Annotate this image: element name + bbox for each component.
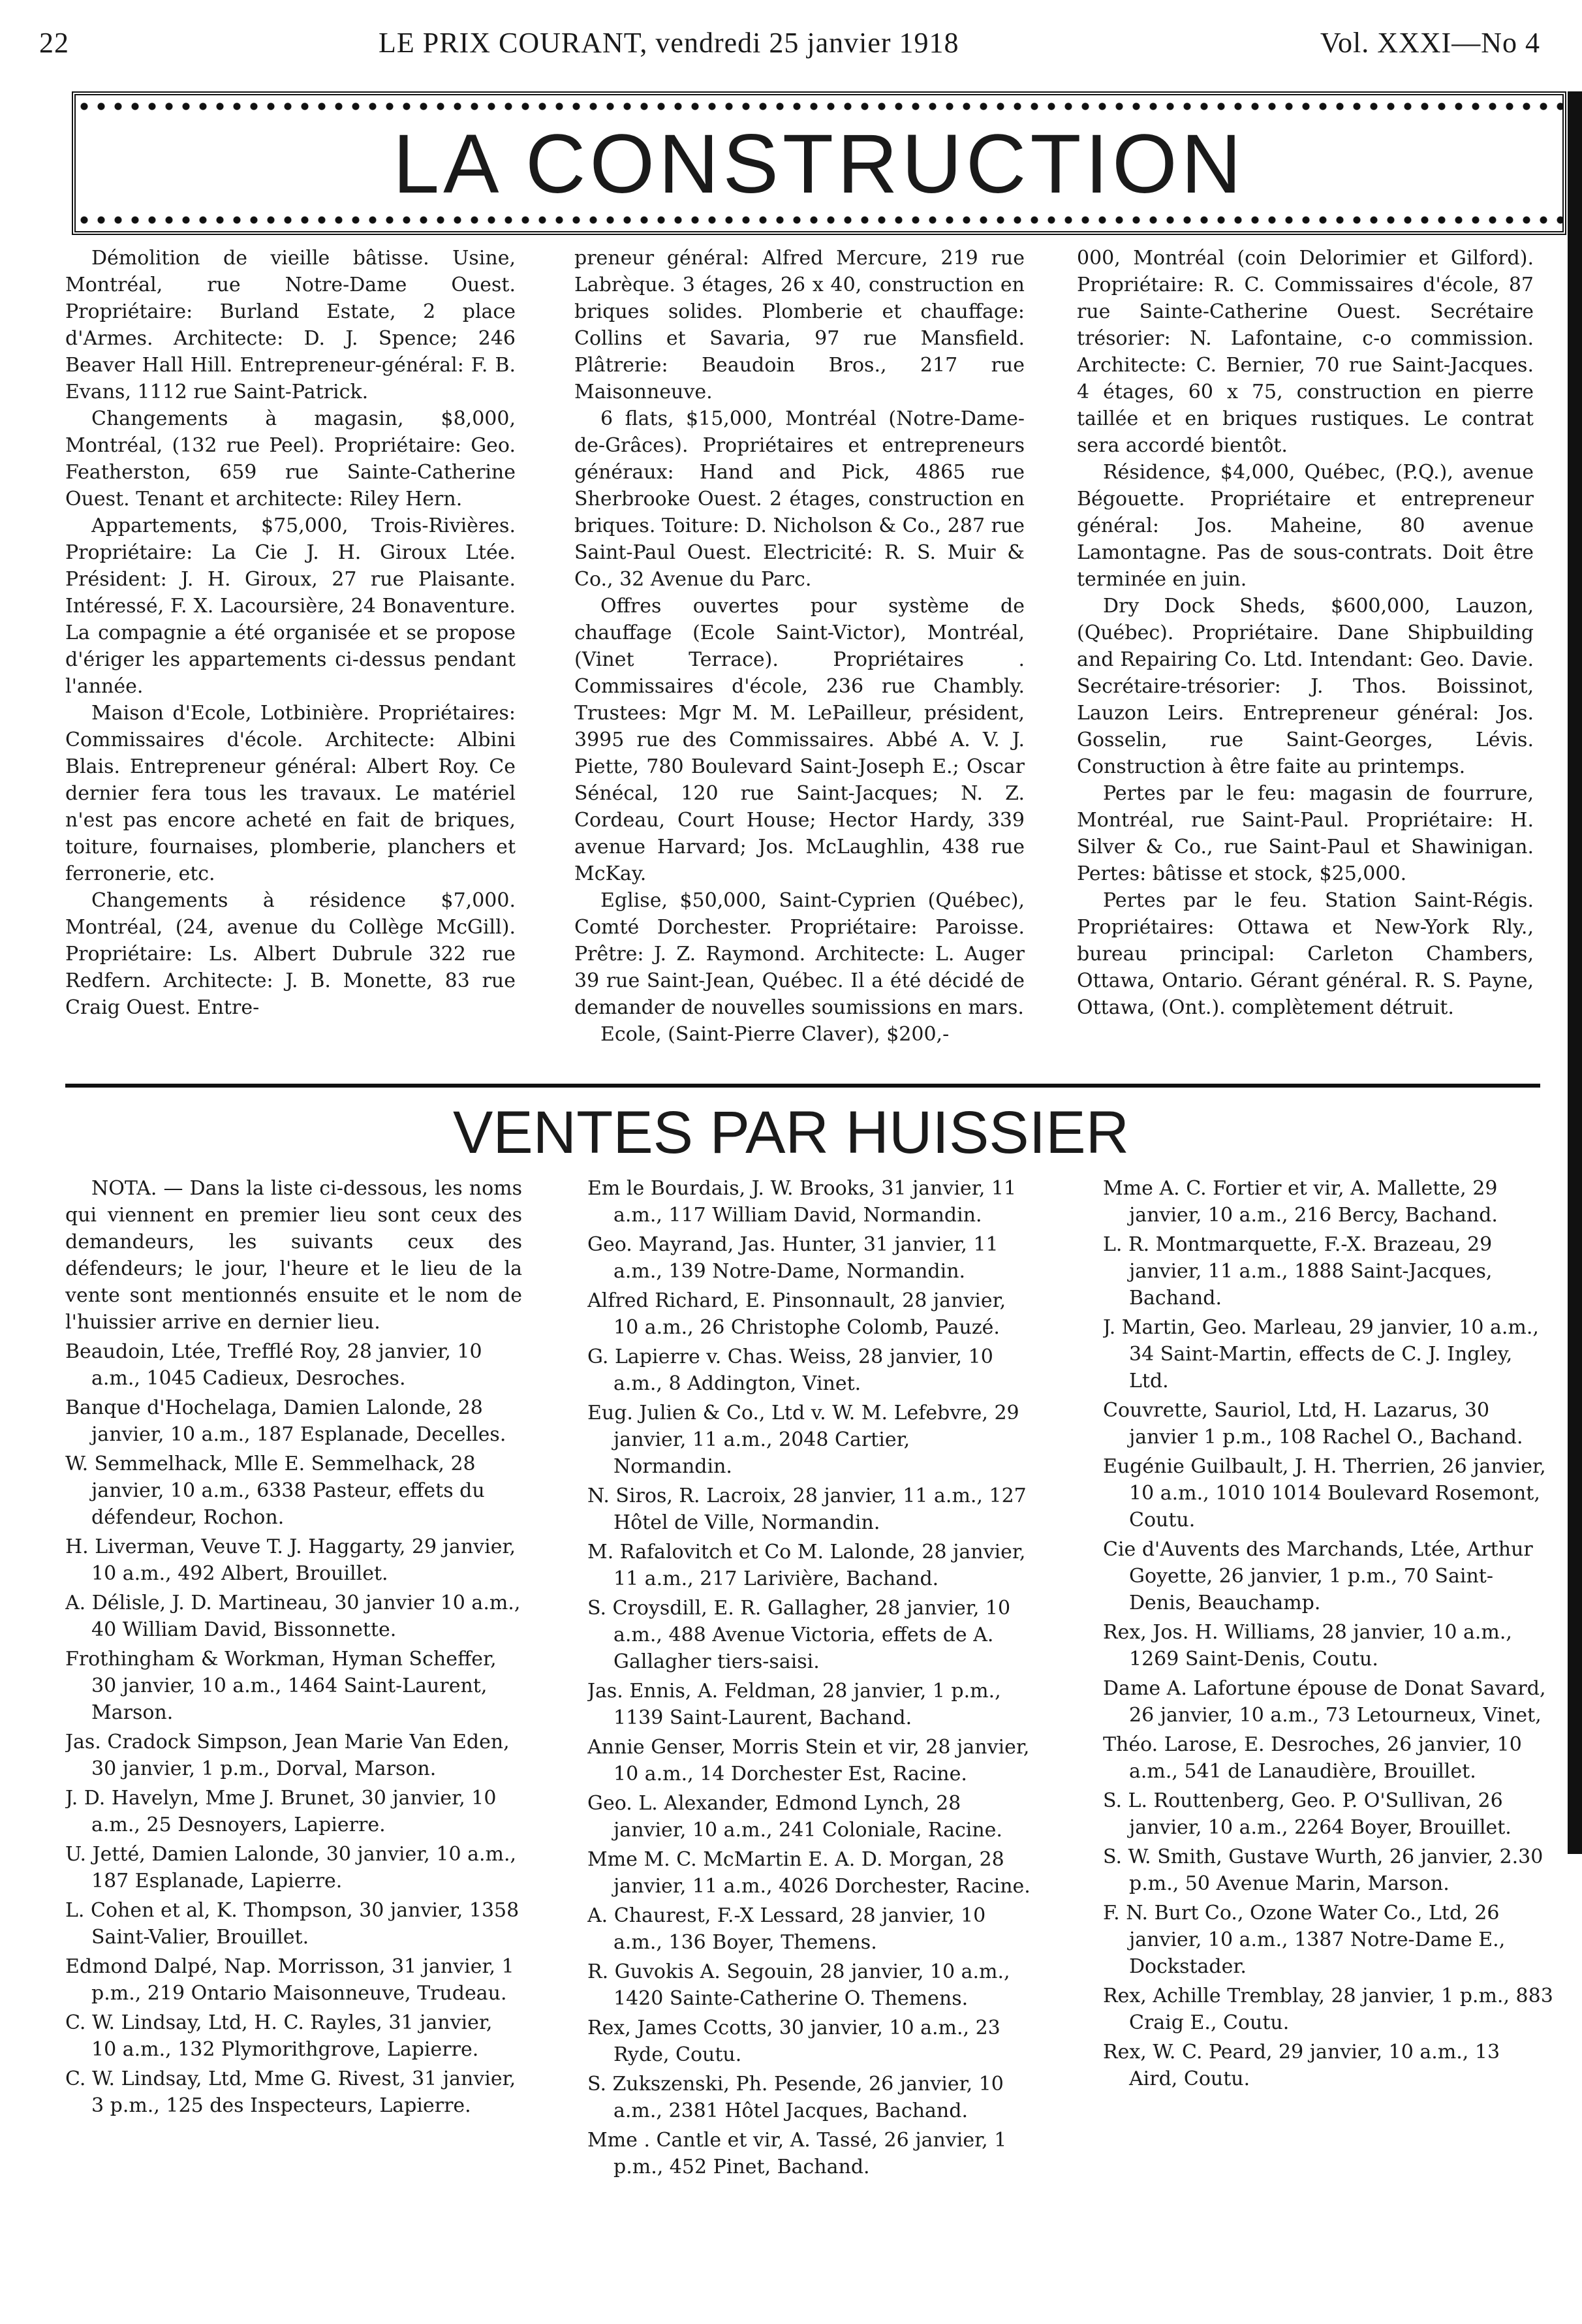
construction-paragraph: 000, Montréal (coin Delorimier et Gilford). Propriétaire: R. C. Commissaires d'école, 87 rue Sainte-Catherine Ouest. Secrétaire trésorier: N. Lafontaine, c-o commission. Architecte: C. Bernier, 70 rue Saint-Jacques. 4 étages, 60 x 75, construction en pierre taillée et en briques rustiques. Le contrat sera accordé bientôt. <box>1077 247 1534 457</box>
construction-paragraph: Eglise, $50,000, Saint-Cyprien (Québec), Comté Dorchester. Propriétaire: Paroisse. Prêtre: J. Z. Raymond. Architecte: L. Auger 39 rue Saint-Jean, Québec. Il a été décidé de demander de nouvelles soumissions en mars. <box>574 889 1025 1019</box>
sale-entry: Beaudoin, Ltée, Trefflé Roy, 28 janvier, 10 a.m., 1045 Cadieux, Desroches. <box>65 1340 482 1390</box>
sale-entry: Frothingham & Workman, Hyman Scheffer, 30 janvier, 10 a.m., 1464 Saint-Laurent, Marson. <box>65 1648 497 1724</box>
sale-entry: Cie d'Auvents des Marchands, Ltée, Arthur Goyette, 26 janvier, 1 p.m., 70 Saint-Denis, Beauchamp. <box>1103 1538 1533 1614</box>
sale-entry: J. D. Havelyn, Mme J. Brunet, 30 janvier, 10 a.m., 25 Desnoyers, Lapierre. <box>65 1787 497 1836</box>
construction-paragraph: 6 flats, $15,000, Montréal (Notre-Dame-de-Grâces). Propriétaires et entrepreneurs généraux: Hand and Pick, 4865 rue Sherbrooke Ouest. 2 étages, construction en briques. Toiture: D. Nicholson & Co., 287 rue Saint-Paul Ouest. Electricité: R. S. Muir & Co., 32 Avenue du Parc. <box>574 407 1025 591</box>
sale-entry: L. R. Montmarquette, F.-X. Brazeau, 29 janvier, 11 a.m., 1888 Saint-Jacques, Bachand. <box>1103 1233 1493 1310</box>
sale-entry: F. N. Burt Co., Ozone Water Co., Ltd, 26 janvier, 10 a.m., 1387 Notre-Dame E., Dockstader. <box>1103 1902 1506 1978</box>
construction-paragraph: Pertes par le feu. Station Saint-Régis. Propriétaires: Ottawa et New-York Rly., bureau principal: Carleton Chambers, Ottawa, Ontario. Gérant général. R. S. Payne, Ottawa, (Ont.). complètement détruit. <box>1077 889 1534 1019</box>
banner-dot-border-bottom <box>76 214 1562 226</box>
section-divider <box>65 1084 1540 1088</box>
nota-paragraph: NOTA. — Dans la liste ci-dessous, les noms qui viennent en premier lieu sont ceux des demandeurs, les suivants ceux des défendeurs; le jour, l'heure et le lieu de la vente sont mentionnés ensuite et le nom de l'huissier arrive en dernier lieu. <box>65 1177 522 1334</box>
sale-entry: C. W. Lindsay, Ltd, Mme G. Rivest, 31 janvier, 3 p.m., 125 des Inspecteurs, Lapierre. <box>65 2067 516 2117</box>
sale-entry: S. Croysdill, E. R. Gallagher, 28 janvier, 10 a.m., 488 Avenue Victoria, effets de A. Gallagher tiers-saisi. <box>587 1597 1011 1673</box>
sale-entry: Jas. Cradock Simpson, Jean Marie Van Eden, 30 janvier, 1 p.m., Dorval, Marson. <box>65 1731 510 1780</box>
sale-entry: S. Zukszenski, Ph. Pesende, 26 janvier, 10 a.m., 2381 Hôtel Jacques, Bachand. <box>587 2073 1004 2122</box>
construction-column-1 <box>65 245 516 1074</box>
sale-entry: Mme A. C. Fortier et vir, A. Mallette, 29 janvier, 10 a.m., 216 Bercy, Bachand. <box>1103 1177 1498 1227</box>
construction-paragraph: Appartements, $75,000, Trois-Rivières. Propriétaire: La Cie J. H. Giroux Ltée. Président: J. H. Giroux, 27 rue Plaisante. Intéressé, F. X. Lacoursière, 24 Bonaventure. La compagnie a été organisée et se propose d'ériger les appartements ci-dessus pendant l'année. <box>65 514 516 698</box>
construction-paragraph: Maison d'Ecole, Lotbinière. Propriétaires: Commissaires d'école. Architecte: Albini Blais. Entrepreneur général: Albert Roy. Ce dernier fera tous les travaux. Le matériel n'est pas encore acheté en fait de briques, toiture, fournaises, plomberie, planchers et ferronerie, etc. <box>65 702 516 885</box>
sale-entry: Dame A. Lafortune épouse de Donat Savard, 26 janvier, 10 a.m., 73 Letourneux, Vinet, <box>1103 1677 1546 1727</box>
construction-paragraph: Ecole, (Saint-Pierre Claver), $200,- <box>600 1023 950 1046</box>
ventes-title: VENTES PAR HUISSIER <box>452 1099 1130 1166</box>
construction-paragraph: Changements à résidence $7,000. Montréal, (24, avenue du Collège McGill). Propriétaire: Ls. Albert Dubrule 322 rue Redfern. Architecte: J. B. Monette, 83 rue Craig Ouest. Entre- <box>65 889 516 1019</box>
sale-entry: J. Martin, Geo. Marleau, 29 janvier, 10 a.m., 34 Saint-Martin, effects de C. J. Ingley, Ltd. <box>1103 1316 1539 1392</box>
construction-paragraph: Changements à magasin, $8,000, Montréal, (132 rue Peel). Propriétaire: Geo. Featherston, 659 rue Sainte-Catherine Ouest. Tenant et architecte: Riley Hern. <box>65 407 516 510</box>
construction-paragraph: Offres ouvertes pour système de chauffage (Ecole Saint-Victor), Montréal, (Vinet Terrace). Propriétaires . Commissaires d'école, 236 rue Chambly. Trustees: Mgr M. M. LePailleur, président, 3995 rue des Commissaires. Abbé A. V. J. Piette, 780 Boulevard Saint-Joseph E.; Oscar Sénécal, 120 rue Saint-Jacques; N. Z. Cordeau, Court House; Hector Hardy, 339 avenue Harvard; Jos. McLaughlin, 438 rue McKay. <box>574 595 1025 885</box>
sale-entry: R. Guvokis A. Segouin, 28 janvier, 10 a.m., 1420 Sainte-Catherine O. Themens. <box>587 1960 1010 2010</box>
volume-number: Vol. XXXI—No 4 <box>1320 27 1540 59</box>
sale-entry: S. L. Routtenberg, Geo. P. O'Sullivan, 26 janvier, 10 a.m., 2264 Boyer, Brouillet. <box>1103 1789 1512 1839</box>
sale-entry: Rex, James Ccotts, 30 janvier, 10 a.m., 23 Ryde, Coutu. <box>587 2017 1000 2066</box>
sale-entry: Couvrette, Sauriol, Ltd, H. Lazarus, 30 janvier 1 p.m., 108 Rachel O., Bachand. <box>1103 1399 1523 1449</box>
sale-entry: Alfred Richard, E. Pinsonnault, 28 janvier, 10 a.m., 26 Christophe Colomb, Pauzé. <box>587 1289 1006 1339</box>
banner-dot-border-top <box>76 101 1562 112</box>
sale-entry: Rex, Jos. H. Williams, 28 janvier, 10 a.m., 1269 Saint-Denis, Coutu. <box>1103 1621 1512 1671</box>
sale-entry: Geo. Mayrand, Jas. Hunter, 31 janvier, 11 a.m., 139 Notre-Dame, Normandin. <box>587 1233 999 1283</box>
sale-entry: W. Semmelhack, Mlle E. Semmelhack, 28 janvier, 10 a.m., 6338 Pasteur, effets du défendeur, Rochon. <box>65 1452 485 1529</box>
construction-paragraph: preneur général: Alfred Mercure, 219 rue Labrèque. 3 étages, 26 x 40, construction en briques solides. Plomberie et chauffage: Collins et Savaria, 97 rue Mansfield. Plâtrerie: Beaudoin Bros., 217 rue Maisonneuve. <box>574 247 1025 403</box>
sale-entry: G. Lapierre v. Chas. Weiss, 28 janvier, 10 a.m., 8 Addington, Vinet. <box>587 1345 993 1395</box>
ventes-column-1 <box>65 1175 522 2285</box>
sale-entry: Théo. Larose, E. Desroches, 26 janvier, 10 a.m., 541 de Lanaudière, Brouillet. <box>1103 1733 1522 1783</box>
sale-entry: Banque d'Hochelaga, Damien Lalonde, 28 janvier, 10 a.m., 187 Esplanade, Decelles. <box>65 1396 506 1446</box>
ventes-column-2 <box>587 1175 1031 2285</box>
sale-entry: U. Jetté, Damien Lalonde, 30 janvier, 10 a.m., 187 Esplanade, Lapierre. <box>65 1843 517 1892</box>
sale-entry: M. Rafalovitch et Co M. Lalonde, 28 janvier, 11 a.m., 217 Larivière, Bachand. <box>587 1541 1026 1590</box>
sale-entry: H. Liverman, Veuve T. J. Haggarty, 29 janvier, 10 a.m., 492 Albert, Brouillet. <box>65 1535 516 1585</box>
sale-entry: Geo. L. Alexander, Edmond Lynch, 28 janvier, 10 a.m., 241 Coloniale, Racine. <box>587 1792 1002 1842</box>
construction-banner <box>72 91 1566 235</box>
sale-entry: Em le Bourdais, J. W. Brooks, 31 janvier, 11 a.m., 117 William David, Normandin. <box>587 1177 1017 1227</box>
sale-entry: C. W. Lindsay, Ltd, H. C. Rayles, 31 janvier, 10 a.m., 132 Plymorithgrove, Lapierre. <box>65 2011 493 2061</box>
construction-title: LA CONSTRUCTION <box>392 118 1246 211</box>
construction-column-2 <box>574 245 1025 1074</box>
sale-entry: Eugénie Guilbault, J. H. Therrien, 26 janvier, 10 a.m., 1010 1014 Boulevard Rosemont, Coutu. <box>1103 1455 1546 1531</box>
sale-entry: L. Cohen et al, K. Thompson, 30 janvier, 1358 Saint-Valier, Brouillet. <box>65 1899 520 1949</box>
page-number: 22 <box>39 27 69 59</box>
construction-paragraph: Résidence, $4,000, Québec, (P.Q.), avenue Bégouette. Propriétaire et entrepreneur général: Jos. Maheine, 80 avenue Lamontagne. Pas de sous-contrats. Doit être terminée en juin. <box>1077 461 1534 591</box>
construction-paragraph: Dry Dock Sheds, $600,000, Lauzon, (Québec). Propriétaire. Dane Shipbuilding and Repairing Co. Ltd. Intendant: Geo. Davie. Secrétaire-trésorier: J. Thos. Boissinot, Lauzon Leirs. Entrepreneur général: Jos. Gosselin, rue Saint-Georges, Lévis. Construction à être faite au printemps. <box>1077 595 1534 778</box>
construction-column-3 <box>1077 245 1534 1074</box>
ventes-column-3 <box>1103 1175 1553 2285</box>
sale-entry: A. Délisle, J. D. Martineau, 30 janvier 10 a.m., 40 William David, Bissonnette. <box>65 1592 521 1641</box>
sale-entry: Annie Genser, Morris Stein et vir, 28 janvier, 10 a.m., 14 Dorchester Est, Racine. <box>587 1736 1030 1785</box>
sale-entry: S. W. Smith, Gustave Wurth, 26 janvier, 2.30 p.m., 50 Avenue Marin, Marson. <box>1103 1845 1543 1895</box>
sale-entry: Rex, Achille Tremblay, 28 janvier, 1 p.m., 883 Craig E., Coutu. <box>1103 1985 1553 2034</box>
sale-entry: A. Chaurest, F.-X Lessard, 28 janvier, 10 a.m., 136 Boyer, Themens. <box>587 1904 986 1954</box>
publication-line: LE PRIX COURANT, vendredi 25 janvier 1918 <box>379 27 959 59</box>
construction-paragraph: Pertes par le feu: magasin de fourrure, Montréal, rue Saint-Paul. Propriétaire: H. Silver & Co., rue Saint-Paul et Shawinigan. Pertes: bâtisse et stock, $25,000. <box>1077 782 1534 885</box>
sale-entry: Edmond Dalpé, Nap. Morrisson, 31 janvier, 1 p.m., 219 Ontario Maisonneuve, Trudeau. <box>65 1955 514 2005</box>
construction-paragraph: Démolition de vieille bâtisse. Usine, Montréal, rue Notre-Dame Ouest. Propriétaire: Burland Estate, 2 place d'Armes. Architecte: D. J. Spence; 246 Beaver Hall Hill. Entrepreneur-général: F. B. Evans, 1112 rue Saint-Patrick. <box>65 247 516 403</box>
page-edge-bar <box>1568 91 1582 1854</box>
sale-entry: Mme M. C. McMartin E. A. D. Morgan, 28 janvier, 11 a.m., 4026 Dorchester, Racine. <box>587 1848 1031 1898</box>
sale-entry: Mme . Cantle et vir, A. Tassé, 26 janvier, 1 p.m., 452 Pinet, Bachand. <box>587 2129 1007 2178</box>
running-header <box>39 26 1540 72</box>
sale-entry: Rex, W. C. Peard, 29 janvier, 10 a.m., 13 Aird, Coutu. <box>1103 2041 1500 2090</box>
sale-entry: Jas. Ennis, A. Feldman, 28 janvier, 1 p.m., 1139 Saint-Laurent, Bachand. <box>587 1680 1001 1729</box>
sale-entry: Eug. Julien & Co., Ltd v. W. M. Lefebvre, 29 janvier, 11 a.m., 2048 Cartier, Normandin. <box>587 1402 1019 1478</box>
sale-entry: N. Siros, R. Lacroix, 28 janvier, 11 a.m., 127 Hôtel de Ville, Normandin. <box>587 1484 1027 1534</box>
